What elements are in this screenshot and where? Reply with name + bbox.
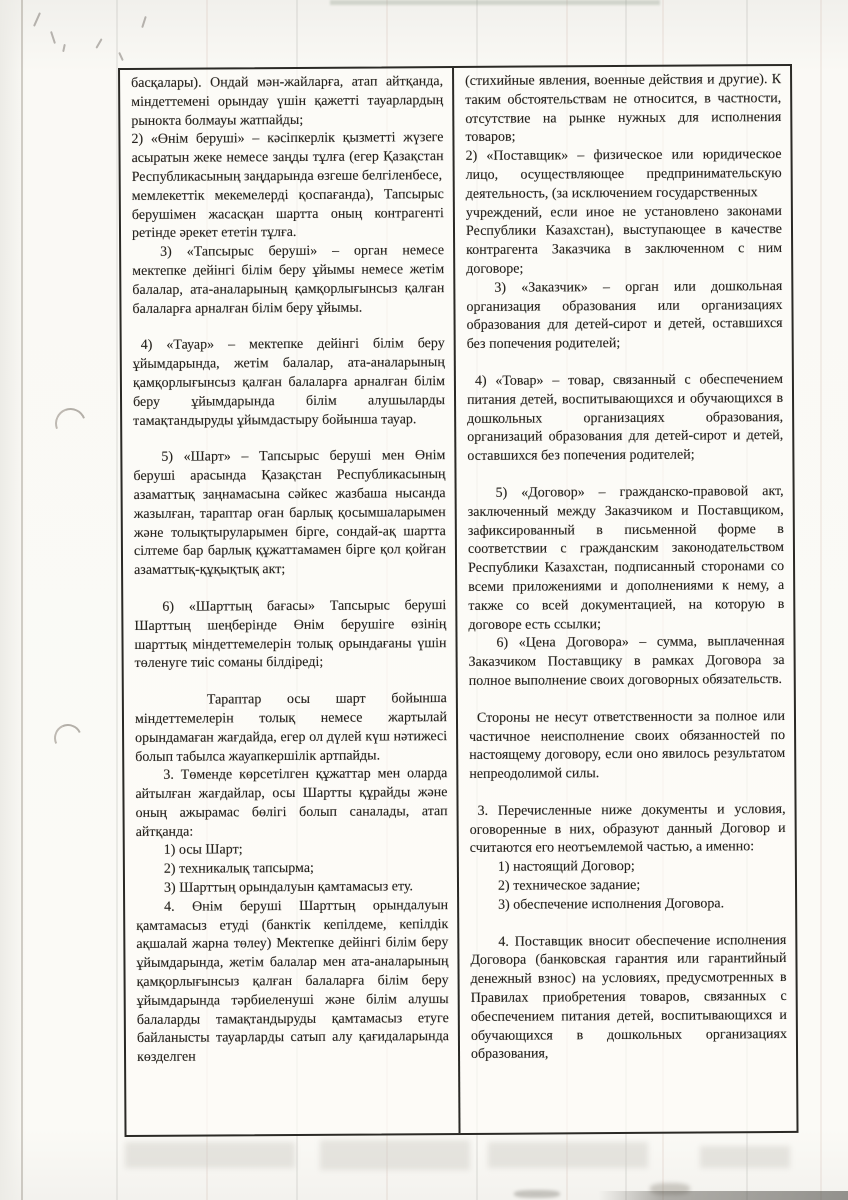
pencil-mark: [33, 12, 41, 27]
pencil-mark: [50, 31, 56, 44]
contract-paragraph: 3. Төменде көрсетілген құжаттар мен оларда айтылған жағдайлар, осы Шартты құрайды және оның ажырамас бөлігі болып саналады, атап айтқанда:: [135, 766, 448, 840]
show-through-ghost: [700, 1146, 790, 1168]
contract-table: [118, 64, 799, 1137]
scan-streak-top: [330, 0, 660, 5]
show-through-ghost: [125, 1142, 295, 1168]
contract-paragraph: 3) обеспечение исполнения Договора.: [498, 896, 725, 913]
contract-paragraph: 4. Поставщик вносит обеспечение исполнения Договора (банковская гарантия или гарантийный денежный взнос) на условиях, предусмотренных в Правилах приобретения товаров, связанных с обеспечением питания детей, воспитывающихся и обучающихся в дошкольных организациях образования,: [470, 932, 787, 1063]
contract-paragraph: 3) «Заказчик» – орган или дошкольная организация образования или организациях образования для детей-сирот и детей, оставшихся без попечения родителей;: [466, 278, 783, 353]
contract-paragraph: 2) «Поставщик» – физическое или юридическое лицо, осуществляющее предпринимательскую деятельность, (за исключением государственных: [465, 147, 782, 202]
contract-paragraph: 2) «Өнім беруші» – кәсіпкерлік қызметті жүзеге асыратын жеке немесе заңды тұлға (егер Қазақстан Республикасының заңдарында өзгеше белгіленбесе,: [131, 130, 444, 185]
russian-column: [454, 66, 796, 1133]
contract-paragraph: 4) «Товар» – товар, связанный с обеспечением питания детей, воспитывающихся и обучающихся в дошкольных организациях образования, организаций образования для детей-сирот и детей, оставшихся без попечения родителей;: [466, 371, 784, 465]
hole-punch-arc-icon: [50, 403, 91, 444]
pencil-mark: [118, 52, 124, 61]
paper-edge-line: [21, 0, 23, 1200]
contract-paragraph: 3) «Тапсырыс беруші» – орган немесе мектепке дейінгі білім беру ұйымы немесе жетім балалар, ата-аналарының қамқорлығынсыз қалған балаларға арналған білім беру ұйымы.: [132, 243, 445, 317]
contract-paragraph: басқалары). Ондай мән-жайларға, атап айтқанда, міндеттемені орындау үшін қажетті тауарлардың рынокта болмауы жатпайды;: [131, 74, 444, 129]
contract-paragraph: 2) техническое задание;: [497, 877, 641, 894]
pencil-mark: [95, 38, 102, 49]
scan-smudge: [514, 1190, 560, 1198]
contract-paragraph: 6) «Шарттың бағасы» Тапсырыс беруші Шарттың шеңберінде Өнім берушіге өзінің шарттық міндеттемелерін толық орындағаны үшін төленуге тиіс соманы білдіреді;: [134, 597, 447, 672]
show-through-ghost: [320, 1140, 470, 1170]
hole-punch-arc-icon: [50, 720, 86, 756]
contract-paragraph: Стороны не несут ответственности за полное или частичное неисполнение своих обязанностей по настоящему договору, если оно явилось результатом непреодолимой силы.: [469, 708, 786, 783]
contract-paragraph: мемлекеттік мекемелерді қоспағанда), Тапсырыс берушімен жасасқан шартта оның контрагенті ретінде әрекет ететін тұлға.: [131, 186, 444, 242]
show-through-ghost: [488, 1142, 648, 1168]
contract-paragraph: учреждений, если иное не установлено законами Республики Казахстан), выступающее в качестве контрагента Заказчика в заключенном с ним договоре;: [465, 203, 783, 277]
contract-paragraph: 5) «Шарт» – Тапсырыс беруші мен Өнім беруші арасында Қазақстан Республикасының азаматтық заңнамасына сәйкес жазбаша нысанда жазылған, тараптар оған барлық қосымшаларымен және толықтыруларымен бірге, сондай-ақ шартта сілтеме бар барлық құжаттамамен бірге қол қойған азаматтық-құқықтық акт;: [133, 448, 447, 579]
contract-paragraph: 4. Өнім беруші Шарттың орындалуын қамтамасыз етуді (банктік кепілдеме, кепілдік ақшалай жарна төлеу) Мектепке дейінгі білім беру ұйымдарында, жетім балалар мен ата-аналарының қамқорлығынсыз қалған балаларға білім беру ұйымдарында тәрбиеленуші және білім алушы балаларды тамақтандыруды қамтамасыз етуге байланысты тауарларды сатып алу қағидаларында көзделген: [136, 897, 449, 1066]
contract-paragraph: 6) «Цена Договора» – сумма, выплаченная Заказчиком Поставщику в рамках Договора за полное выполнение своих договорных обязательств.: [468, 634, 785, 689]
pencil-mark: [141, 16, 147, 28]
pencil-mark: [62, 44, 66, 52]
contract-paragraph: 2) техникалық тапсырма;: [163, 861, 314, 878]
contract-paragraph: 5) «Договор» – гражданско-правовой акт, заключенный между Заказчиком и Поставщиком, зафиксированный в письменной форме в соответствии с гражданским законодательством Республики Казахстан, подписанный сторонами со всеми приложениями и дополнениями к нему, а также со всей документацией, на которую в договоре есть ссылки;: [467, 483, 785, 633]
contract-paragraph: 4) «Тауар» – мектепке дейінгі білім беру ұйымдарында, жетім балалар, ата-аналарының қамқорлығынсыз қалған балаларға арналған білім беру ұйымдарында білім алушыларды тамақтандыруды ұйымдастыру бойынша тауар.: [132, 336, 446, 429]
scan-streak: [116, 0, 118, 1200]
contract-paragraph: (стихийные явления, военные действия и другие). К таким обстоятельствам не относится, в частности, отсутствие на рынке нужных для исполнения товаров;: [465, 72, 782, 146]
contract-paragraph: Тараптар осы шарт бойынша міндеттемелерін толық немесе жартылай орындамаған жағдайда, егер ол дүлей күш нәтижесі болып табылса жауапкершілік артпайды.: [134, 691, 448, 765]
kazakh-column: [120, 68, 460, 1135]
contract-paragraph: 3) Шарттың орындалуын қамтамасыз ету.: [163, 879, 414, 896]
contract-paragraph: 1) настоящий Договор;: [497, 859, 635, 876]
contract-paragraph: 1) осы Шарт;: [163, 842, 243, 859]
scan-streak: [820, 0, 822, 1200]
contract-paragraph: 3. Перечисленные ниже документы и условия, оговоренные в них, образуют данный Договор и считаются его неотъемлемой частью, а именно:: [469, 801, 786, 857]
scan-edge-bar: [598, 1191, 848, 1200]
